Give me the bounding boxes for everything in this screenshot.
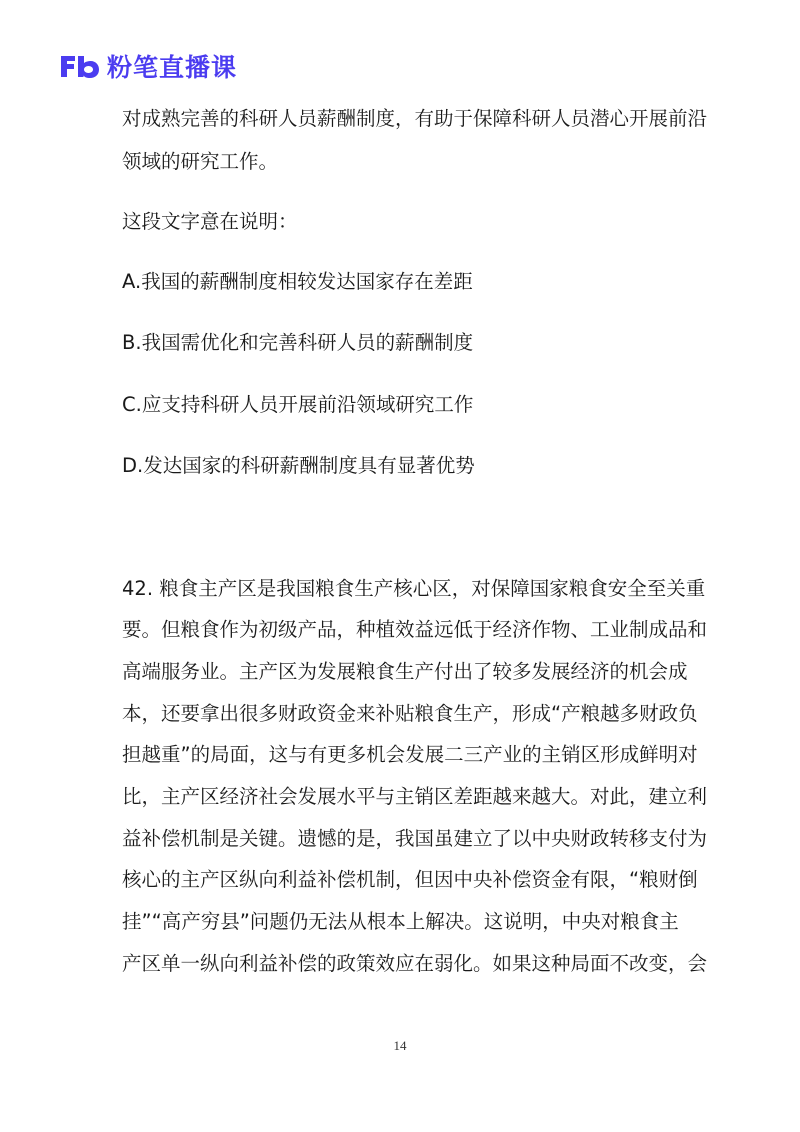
option-c: C.应支持科研人员开展前沿领域研究工作 — [122, 393, 474, 416]
option-d: D.发达国家的科研薪酬制度具有显著优势 — [122, 454, 475, 477]
option-b: B.我国需优化和完善科研人员的薪酬制度 — [122, 331, 474, 354]
page-number: 14 — [393, 1038, 407, 1053]
question-text-line: 益补偿机制是关键。遗憾的是，我国虽建立了以中央财政转移支付为 — [122, 827, 708, 850]
option-a: A.我国的薪酬制度相较发达国家存在差距 — [122, 270, 473, 293]
text-line: 对成熟完善的科研人员薪酬制度，有助于保障科研人员潜心开展前沿 — [122, 107, 708, 130]
fb-logo-icon — [59, 53, 101, 79]
question-prompt: 这段文字意在说明： — [122, 210, 298, 233]
question-text-line: 要。但粮食作为初级产品，种植效益远低于经济作物、工业制成品和 — [122, 618, 708, 641]
question-text-line: 担越重”的局面，这与有更多机会发展二三产业的主销区形成鲜明对 — [122, 743, 698, 766]
brand-logo — [59, 50, 237, 82]
question-text-line: 42. 粮食主产区是我国粮食生产核心区，对保障国家粮食安全至关重 — [122, 577, 706, 600]
question-text-line: 比，主产区经济社会发展水平与主销区差距越来越大。对此，建立利 — [122, 785, 708, 808]
text-line: 领域的研究工作。 — [122, 150, 279, 173]
question-text-line: 挂”“高产穷县”问题仍无法从根本上解决。这说明，中央对粮食主 — [122, 910, 679, 933]
question-text-line: 核心的主产区纵向利益补偿机制，但因中央补偿资金有限，“粮财倒 — [122, 868, 698, 891]
question-text-line: 本，还要拿出很多财政资金来补贴粮食生产，形成“产粮越多财政负 — [122, 702, 698, 725]
question-text-line: 高端服务业。主产区为发展粮食生产付出了较多发展经济的机会成 — [122, 660, 688, 683]
logo-text: 粉笔直播课 — [107, 53, 238, 82]
question-text-line: 产区单一纵向利益补偿的政策效应在弱化。如果这种局面不改变，会 — [122, 952, 708, 975]
